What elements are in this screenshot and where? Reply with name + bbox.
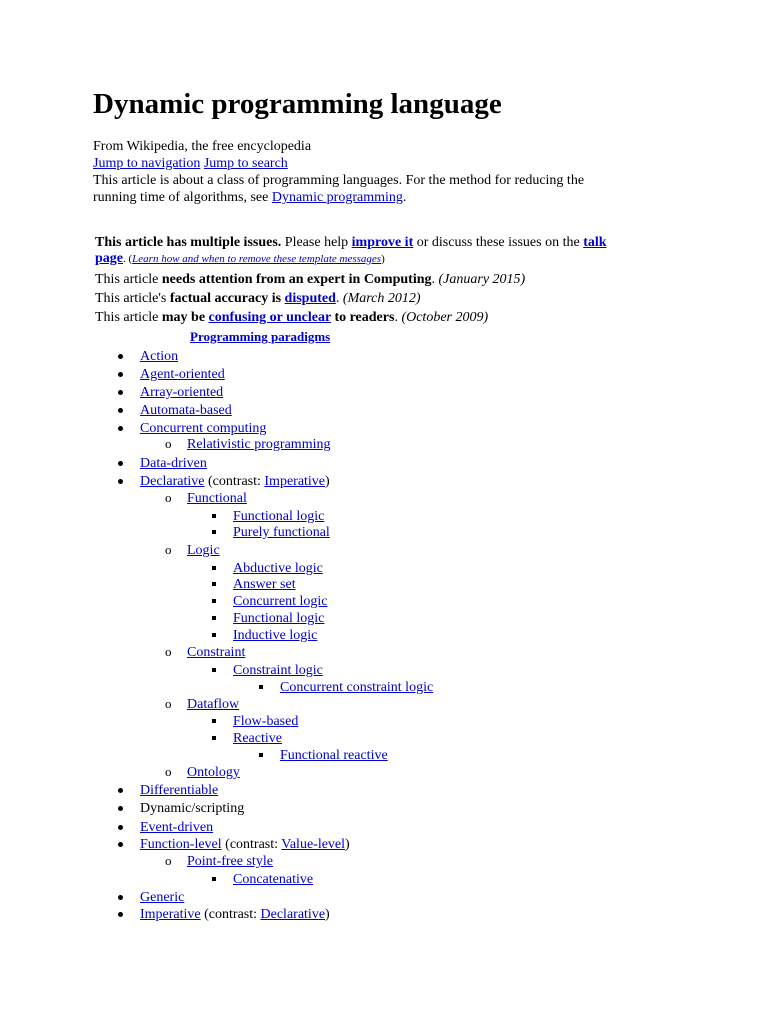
paradigm-link[interactable]: Imperative bbox=[264, 474, 326, 489]
paradigm-link[interactable]: Function-level bbox=[140, 837, 222, 852]
notice-expert bbox=[95, 271, 525, 288]
paradigm-list-item bbox=[140, 906, 330, 923]
paradigm-list-item bbox=[140, 473, 330, 490]
bullet-disc bbox=[118, 408, 123, 413]
dynamic-programming-link[interactable]: Dynamic programming bbox=[271, 190, 403, 205]
talk-page-link[interactable]: page bbox=[95, 251, 123, 266]
paradigm-list-item bbox=[140, 782, 218, 799]
notice-disputed-bold: factual accuracy is bbox=[169, 291, 285, 306]
notice-unclear-text: This article bbox=[95, 310, 162, 325]
paradigm-text: (contrast: bbox=[204, 474, 265, 489]
paradigm-link[interactable]: Inductive logic bbox=[233, 628, 318, 643]
paradigm-list-item bbox=[140, 402, 232, 419]
tagline: From Wikipedia, the free encyclopedia bbox=[93, 139, 312, 154]
paradigm-link[interactable]: Concurrent constraint logic bbox=[280, 680, 434, 695]
bullet-disc bbox=[118, 895, 123, 900]
issues-please-help: Please help bbox=[281, 235, 352, 250]
paradigm-link[interactable]: Concatenative bbox=[233, 872, 314, 887]
bullet-square bbox=[259, 685, 263, 689]
bullet-square bbox=[212, 599, 216, 603]
paradigm-link[interactable]: Action bbox=[140, 349, 179, 364]
paradigm-list-item bbox=[233, 713, 298, 730]
paradigm-link[interactable]: Constraint bbox=[187, 645, 246, 660]
bullet-disc bbox=[118, 912, 123, 917]
paradigm-link[interactable]: Automata-based bbox=[140, 403, 232, 418]
hatnote-suffix: . bbox=[402, 190, 407, 205]
paradigm-link[interactable]: Logic bbox=[187, 543, 220, 558]
paradigm-list-item bbox=[233, 662, 323, 679]
paradigm-list-item bbox=[187, 696, 239, 713]
hatnote-line-1: This article is about a class of programming languages. For the method for reducing the bbox=[93, 173, 585, 188]
paradigm-link[interactable]: Relativistic programming bbox=[187, 437, 331, 452]
bullet-square bbox=[212, 877, 216, 881]
notice-expert-sep: . bbox=[431, 272, 439, 287]
paradigm-list-item bbox=[280, 679, 433, 696]
notice-disputed-sep: . bbox=[335, 291, 343, 306]
bullet-disc bbox=[118, 788, 123, 793]
bullet-circle: o bbox=[165, 764, 172, 779]
paradigm-text: (contrast: bbox=[200, 907, 261, 922]
paradigm-list-item bbox=[187, 644, 245, 661]
paradigm-link[interactable]: Agent-oriented bbox=[140, 367, 225, 382]
paradigm-text: ) bbox=[325, 907, 330, 922]
bullet-disc bbox=[118, 426, 123, 431]
paradigm-text: Dynamic/scripting bbox=[140, 801, 245, 816]
talk-link[interactable]: talk bbox=[583, 235, 607, 250]
issues-line-1 bbox=[95, 234, 607, 251]
bullet-circle: o bbox=[165, 853, 172, 868]
bullet-square bbox=[212, 616, 216, 620]
paradigm-link[interactable]: Value-level bbox=[281, 837, 346, 852]
learn-how-link[interactable]: Learn how and when to remove these template messages bbox=[132, 253, 382, 265]
paradigm-list-item bbox=[233, 560, 323, 577]
issues-or-discuss: or discuss these issues on the bbox=[413, 235, 584, 250]
paradigm-list-item bbox=[140, 348, 178, 365]
paradigm-list-item bbox=[233, 576, 296, 593]
bullet-square bbox=[212, 719, 216, 723]
notice-disputed-text: This article's bbox=[95, 291, 170, 306]
paradigm-list-item bbox=[140, 455, 207, 472]
bullet-square bbox=[212, 736, 216, 740]
notice-unclear-bold: may be bbox=[161, 310, 209, 325]
bullet-disc bbox=[118, 372, 123, 377]
paradigm-list-item bbox=[187, 490, 247, 507]
bullet-circle: o bbox=[165, 490, 172, 505]
bullet-disc bbox=[118, 390, 123, 395]
paradigm-list-item bbox=[233, 508, 324, 525]
paradigm-list-item bbox=[233, 627, 317, 644]
bullet-disc bbox=[118, 806, 123, 811]
paradigm-link[interactable]: Imperative bbox=[140, 907, 201, 922]
paradigm-link[interactable]: Dataflow bbox=[187, 697, 240, 712]
paradigm-list-item bbox=[140, 366, 225, 383]
jump-links bbox=[93, 155, 288, 172]
bullet-disc bbox=[118, 354, 123, 359]
notice-expert-text: This article bbox=[95, 272, 162, 287]
paradigm-list-item bbox=[187, 542, 220, 559]
paradigm-link[interactable]: Concurrent computing bbox=[140, 421, 267, 436]
confusing-link[interactable]: confusing or unclear bbox=[208, 310, 331, 325]
hatnote-prefix: running time of algorithms, see bbox=[93, 190, 272, 205]
hatnote-line-2 bbox=[93, 189, 406, 206]
paradigm-list-item bbox=[187, 436, 330, 453]
paradigm-link[interactable]: Differentiable bbox=[140, 783, 219, 798]
paradigm-link[interactable]: Constraint logic bbox=[233, 663, 323, 678]
bullet-square bbox=[212, 668, 216, 672]
issues-close-paren: ) bbox=[381, 253, 385, 265]
bullet-circle: o bbox=[165, 696, 172, 711]
bullet-square bbox=[212, 633, 216, 637]
paradigm-list-item bbox=[280, 747, 388, 764]
notice-unclear-bold-2: to readers bbox=[330, 310, 395, 325]
paradigm-link[interactable]: Concurrent logic bbox=[233, 594, 328, 609]
paradigm-link[interactable]: Event-driven bbox=[140, 820, 214, 835]
paradigm-link[interactable]: Reactive bbox=[233, 731, 282, 746]
bullet-circle: o bbox=[165, 436, 172, 451]
notice-unclear bbox=[95, 309, 488, 326]
paradigm-text: ) bbox=[325, 474, 330, 489]
issues-period: . ( bbox=[123, 253, 133, 265]
paradigm-link[interactable]: Declarative bbox=[140, 474, 205, 489]
paradigm-link[interactable]: Purely functional bbox=[233, 525, 330, 540]
improve-it-link[interactable]: improve it bbox=[351, 235, 414, 250]
bullet-circle: o bbox=[165, 644, 172, 659]
paradigm-link[interactable]: Ontology bbox=[187, 765, 240, 780]
notice-expert-bold: needs attention from an expert in Computing bbox=[161, 272, 432, 287]
paradigm-link[interactable]: Array-oriented bbox=[140, 385, 224, 400]
notice-disputed-date: (March 2012) bbox=[342, 291, 421, 306]
paradigm-link[interactable]: Flow-based bbox=[233, 714, 299, 729]
paradigm-link[interactable]: Generic bbox=[140, 890, 185, 905]
bullet-disc bbox=[118, 825, 123, 830]
bullet-disc bbox=[118, 842, 123, 847]
paradigm-list-item bbox=[233, 871, 313, 888]
paradigm-link[interactable]: Functional logic bbox=[233, 509, 325, 524]
paradigm-list-item bbox=[140, 420, 266, 437]
bullet-square bbox=[212, 514, 216, 518]
paradigm-link[interactable]: Functional bbox=[187, 491, 247, 506]
paradigm-list-item bbox=[187, 764, 240, 781]
jump-to-navigation-link[interactable]: Jump to navigation bbox=[93, 156, 201, 171]
jump-to-search-link[interactable]: Jump to search bbox=[203, 156, 288, 171]
paradigm-list-item bbox=[233, 593, 327, 610]
bullet-square bbox=[259, 753, 263, 757]
bullet-disc bbox=[118, 461, 123, 466]
paradigm-list-item bbox=[233, 730, 282, 747]
paradigm-list-item bbox=[233, 524, 330, 541]
bullet-square bbox=[212, 530, 216, 534]
paradigm-list-item bbox=[140, 819, 213, 836]
issues-line-2 bbox=[95, 250, 385, 268]
paradigm-list-item bbox=[140, 800, 244, 817]
notice-unclear-sep: . bbox=[394, 310, 402, 325]
paradigm-link[interactable]: Answer set bbox=[233, 577, 296, 592]
paradigm-link[interactable]: Point-free style bbox=[187, 854, 273, 869]
paradigm-link[interactable]: Declarative bbox=[260, 907, 326, 922]
paradigm-list-item bbox=[140, 384, 223, 401]
paradigm-text: (contrast: bbox=[221, 837, 282, 852]
bullet-square bbox=[212, 566, 216, 570]
paradigm-link[interactable]: Abductive logic bbox=[233, 561, 323, 576]
notice-disputed bbox=[95, 290, 421, 307]
paradigm-list-item bbox=[140, 889, 184, 906]
notice-unclear-date: (October 2009) bbox=[401, 310, 489, 325]
issues-lead: This article has multiple issues. bbox=[95, 235, 282, 250]
bullet-disc bbox=[118, 479, 123, 484]
page-title: Dynamic programming language bbox=[93, 88, 502, 120]
paradigm-link[interactable]: Functional reactive bbox=[280, 748, 388, 763]
paradigm-link[interactable]: Data-driven bbox=[140, 456, 207, 471]
paradigm-list-item bbox=[187, 853, 273, 870]
paradigm-text: ) bbox=[345, 837, 350, 852]
paradigm-list-item bbox=[140, 836, 350, 853]
notice-expert-date: (January 2015) bbox=[438, 272, 526, 287]
paradigm-link[interactable]: Functional logic bbox=[233, 611, 325, 626]
bullet-circle: o bbox=[165, 542, 172, 557]
bullet-square bbox=[212, 582, 216, 586]
programming-paradigms-heading[interactable]: Programming paradigms bbox=[190, 329, 331, 344]
disputed-link[interactable]: disputed bbox=[284, 291, 336, 306]
paradigm-list-item bbox=[233, 610, 324, 627]
